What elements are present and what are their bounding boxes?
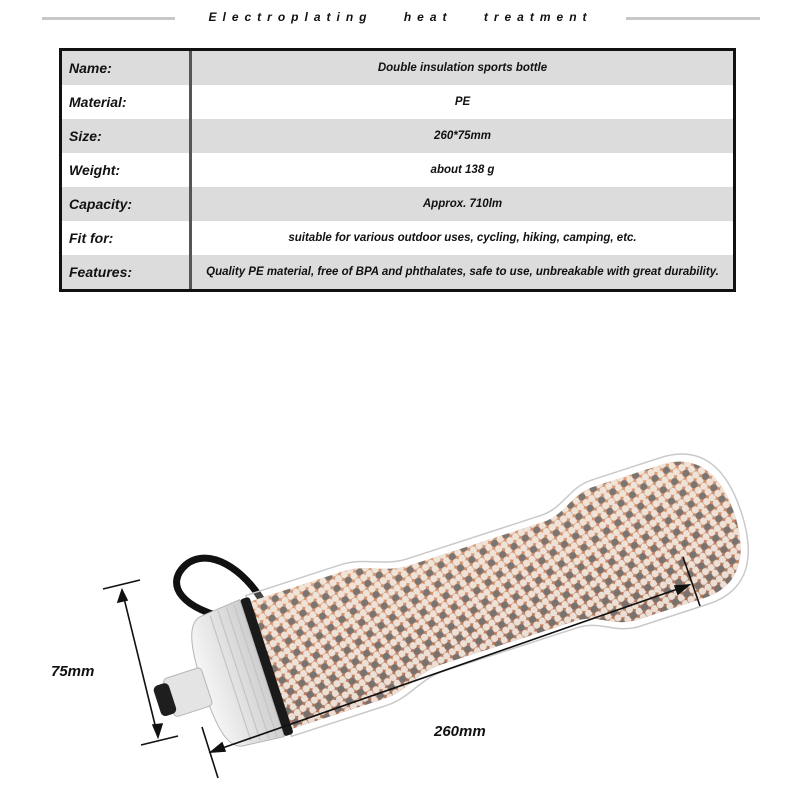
- spec-row-size: [62, 119, 733, 153]
- spec-label: Fit for:: [62, 221, 192, 255]
- spec-label: Material:: [62, 85, 192, 119]
- header-rule-left: [42, 17, 175, 20]
- spec-value: PE: [454, 96, 471, 108]
- spec-label: Weight:: [62, 153, 192, 187]
- spec-value: 260*75mm: [434, 130, 491, 142]
- water-bottle-icon: [0, 300, 800, 800]
- spec-row-features: [62, 255, 733, 289]
- spec-row-weight: [62, 153, 733, 187]
- length-label: 260mm: [434, 723, 486, 740]
- spec-value: about 138 g: [430, 164, 495, 176]
- spec-value: Double insulation sports bottle: [377, 62, 548, 74]
- spec-value: Quality PE material, free of BPA and phthalates, safe to use, unbreakable with great durability.: [206, 266, 719, 278]
- spec-row-material: [62, 85, 733, 119]
- spec-label: Capacity:: [62, 187, 192, 221]
- spec-row-capacity: [62, 187, 733, 221]
- diameter-label: 75mm: [51, 663, 95, 680]
- spec-value: suitable for various outdoor uses, cycling, hiking, camping, etc.: [288, 232, 637, 244]
- spec-row-fit-for: [62, 221, 733, 255]
- page-title: Electroplating heat treatment: [208, 10, 593, 24]
- spec-row-name: [62, 51, 733, 85]
- spec-value: Approx. 710lm: [422, 198, 503, 210]
- header-rule-right: [626, 17, 760, 20]
- spec-label: Size:: [62, 119, 192, 153]
- spec-label: Features:: [62, 255, 192, 289]
- spec-table: [59, 48, 736, 292]
- spec-label: Name:: [62, 51, 192, 85]
